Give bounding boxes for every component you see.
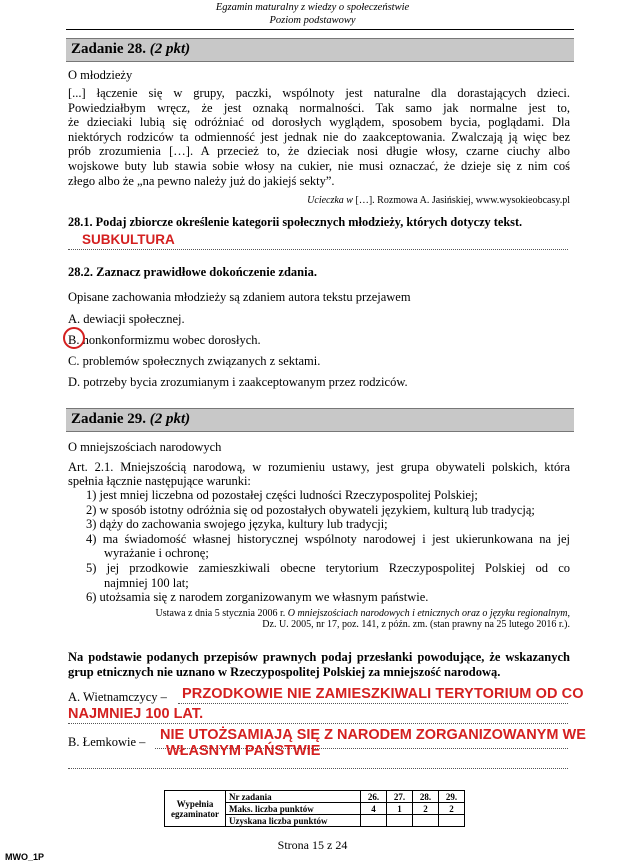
page-number: Strona 15 z 24	[277, 838, 348, 852]
paragraph-line: że dzieciaki lubią się odróżniać od dorosłych wyglądem, sposobem bycia, poglądami. Dla	[68, 115, 570, 130]
row-label: Nr zadania	[226, 791, 361, 803]
exam-code: MWO_1P	[5, 852, 45, 862]
exam-title: Egzamin maturalny z wiedzy o społeczeństwie	[215, 2, 410, 13]
paragraph-line: złego albo że „na pewno należy już do jakiejś sekty”.	[68, 173, 335, 188]
answer-line	[68, 768, 568, 769]
art-line: spełnia łącznie następujące warunki:	[68, 474, 251, 488]
condition-item: 5) jej przodkowie zamieszkiwali obecne terytorium Rzeczypospolitej Polskiej od co	[86, 560, 570, 575]
option-a[interactable]: A. dewiacji społecznej.	[68, 312, 185, 326]
condition-item: 6) utożsamia się z narodem zorganizowanym we własnym państwie.	[86, 590, 429, 605]
task-28-title: Zadanie 28.	[71, 41, 147, 57]
answer-a-line1[interactable]: PRZODKOWIE NIE ZAMIESZKIWALI TERYTORIUM OD CO	[182, 686, 584, 702]
task-28-source: Ucieczka w […]. Rozmowa A. Jasińskiej, www.wysokieobcasy.pl	[307, 195, 570, 206]
question-28-2-stem: Opisane zachowania młodzieży są zdaniem autora tekstu przejawem	[68, 290, 411, 304]
question-28-1: 28.1. Podaj zbiorcze określenie kategorii społecznych młodzieży, których dotyczy tekst.	[68, 215, 523, 229]
answer-mark-circle	[63, 327, 85, 349]
paragraph-line: [...] łączenie się w grupy, paczki, wspólnoty jest naturalne dla dorastających dzieci.	[68, 86, 570, 100]
question-29: Na podstawie podanych przepisów prawnych podaj przesłanki powodujące, że wskazanych grup etnicznych nie uznano w Rzeczypospolitej Polskiej za mniejszość narodową.	[68, 650, 570, 679]
task-number-cell: 29.	[439, 791, 465, 803]
task-29-text-title: O mniejszościach narodowych	[68, 440, 222, 454]
condition-item: najmniej 100 lat;	[104, 575, 189, 590]
art-line: Art. 2.1. Mniejszością narodową, w rozumieniu ustawy, jest grupa obywateli polskich, która	[68, 460, 570, 474]
option-b[interactable]: B. nonkonformizmu wobec dorosłych.	[68, 333, 261, 347]
answer-28-1[interactable]: SUBKULTURA	[82, 232, 175, 247]
max-points-cell: 4	[361, 803, 387, 815]
task-29-points: (2 pkt)	[149, 411, 191, 427]
paragraph-line: niektórych rodziców ta odmienność jest jednak nie do zaakceptowania. Zwalczają ją więc bez	[68, 129, 570, 144]
option-c[interactable]: C. problemów społecznych związanych z sektami.	[68, 354, 321, 368]
task-28-points: (2 pkt)	[149, 41, 191, 57]
answer-b-label: B. Łemkowie –	[68, 735, 146, 749]
task-number-cell: 27.	[387, 791, 413, 803]
condition-item: wyrażanie i ochronę;	[104, 546, 209, 561]
paragraph-line: Powiedziałbym wręcz, że jest oznaką normalności. Tak samo jak normalne jest to,	[68, 100, 570, 115]
max-points-cell: 1	[387, 803, 413, 815]
condition-item: 4) ma świadomość własnej historycznej wspólnoty narodowej i jest ukierunkowana na jej	[86, 531, 570, 546]
obtained-points-cell[interactable]	[439, 815, 465, 827]
answer-a-label: A. Wietnamczycy –	[68, 690, 167, 704]
answer-line	[68, 249, 568, 250]
task-28-text-title: O młodzieży	[68, 68, 133, 82]
answer-b-line1[interactable]: NIE UTOŻSAMIAJĄ SIĘ Z NARODEM ZORGANIZOWANYM WE	[160, 727, 586, 743]
obtained-points-cell[interactable]	[387, 815, 413, 827]
option-d[interactable]: D. potrzeby bycia zrozumianym i zaakceptowanym przez rodziców.	[68, 375, 408, 389]
task-number-cell: 26.	[361, 791, 387, 803]
condition-item: 3) dąży do zachowania swojego języka, kultury lub tradycji;	[86, 517, 388, 532]
paragraph-line: prób zrozumienia […]. A przecież to, że dzieciak nosi długie włosy, czarne ciuchy albo	[68, 144, 570, 159]
answer-line	[178, 703, 568, 704]
examiner-label: Wypełnia egzaminator	[165, 791, 226, 827]
answer-b-line2[interactable]: WŁASNYM PAŃSTWIE	[166, 743, 321, 759]
max-points-cell: 2	[439, 803, 465, 815]
score-table	[164, 790, 465, 827]
exam-level: Poziom podstawowy	[269, 15, 356, 26]
question-28-2: 28.2. Zaznacz prawidłowe dokończenie zdania.	[68, 265, 317, 279]
task-28-paragraph	[68, 86, 570, 188]
task-29-source: Ustawa z dnia 5 stycznia 2006 r. O mniejszościach narodowych i etnicznych oraz o języku regionalnym, Dz. U. 2005, nr 17, poz. 141, z późn. zm. (stan prawny na 25 lutego 2016 r.).	[155, 608, 570, 630]
task-29-header	[66, 408, 574, 432]
max-points-cell: 2	[413, 803, 439, 815]
obtained-points-cell[interactable]	[413, 815, 439, 827]
task-28-header	[66, 38, 574, 62]
header-divider	[66, 29, 574, 30]
row-label: Uzyskana liczba punktów	[226, 815, 361, 827]
paragraph-line: wojskowe buty lub stawia sobie włosy na cukier, nie musi oznaczać, że dzieje się z nim coś	[68, 158, 570, 173]
conditions-list	[86, 488, 570, 605]
row-label: Maks. liczba punktów	[226, 803, 361, 815]
task-29-title: Zadanie 29.	[71, 411, 147, 427]
condition-item: 1) jest mniej liczebna od pozostałej części ludności Rzeczypospolitej Polskiej;	[86, 488, 478, 502]
answer-a-line2[interactable]: NAJMNIEJ 100 LAT.	[68, 706, 204, 722]
condition-item: 2) w sposób istotny odróżnia się od pozostałych obywateli językiem, kulturą lub tradycją;	[86, 502, 535, 517]
obtained-points-cell[interactable]	[361, 815, 387, 827]
task-number-cell: 28.	[413, 791, 439, 803]
answer-line	[68, 723, 568, 724]
